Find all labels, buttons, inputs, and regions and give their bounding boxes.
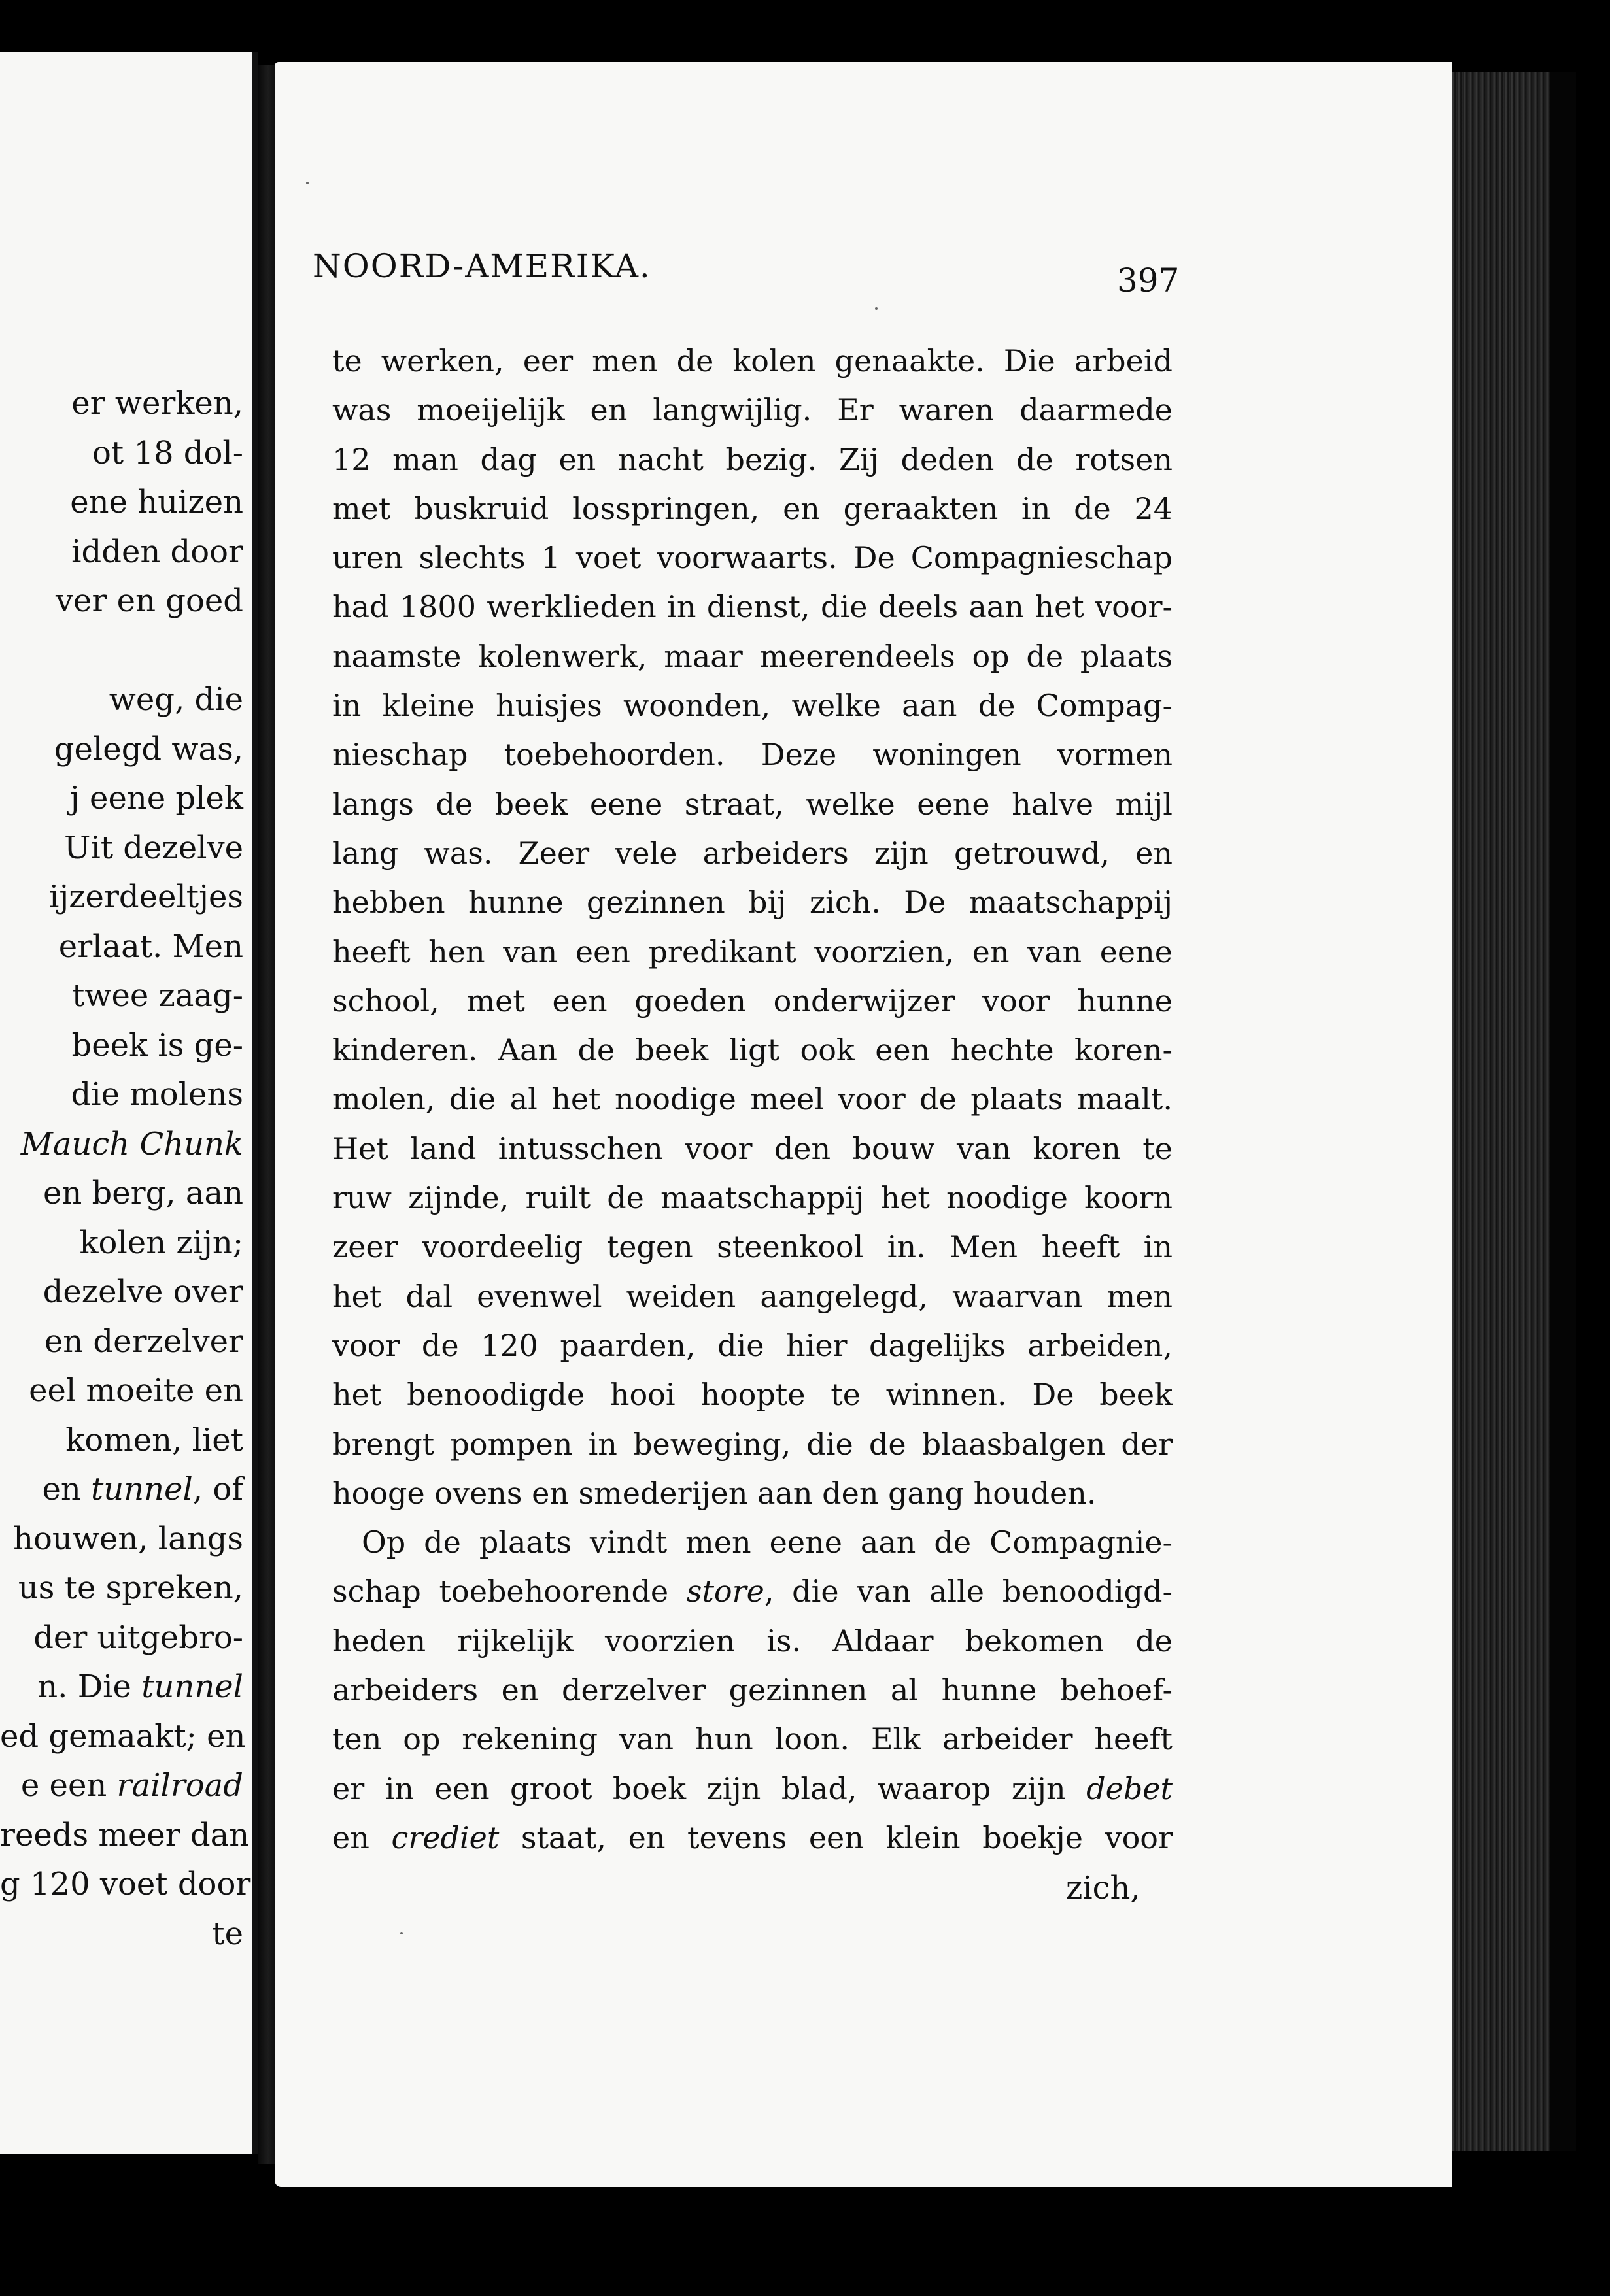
left-line: ot 18 dol-: [92, 434, 243, 471]
text-line: het benoodigde hooi hoopte te winnen. De beek: [332, 1377, 1173, 1413]
italic-word: debet: [1086, 1770, 1173, 1806]
text-line: molen, die al het noodige meel voor de plaats maalt.: [332, 1081, 1173, 1117]
left-line: e een railroad: [20, 1767, 243, 1804]
left-line: weg, die: [109, 681, 243, 718]
left-line: Uit dezelve: [63, 829, 243, 866]
text-line: 12 man dag en nacht bezig. Zij deden de rotsen: [332, 441, 1173, 477]
text-line: schap toebehoorende store, die van alle benoodigd-: [332, 1574, 1173, 1610]
left-page: [0, 52, 258, 2154]
left-line: gelegd was,: [54, 730, 243, 768]
left-line: der uitgebro-: [33, 1619, 243, 1656]
text-line: er in een groot boek zijn blad, waarop zijn debet: [332, 1770, 1173, 1806]
left-line: idden door: [71, 533, 243, 570]
left-line: dezelve over: [43, 1274, 243, 1310]
text-line: in kleine huisjes woonden, welke aan de Compag-: [332, 688, 1173, 724]
page-edges: [1445, 72, 1576, 2151]
text-line: met buskruid losspringen, en geraakten in de 24: [332, 490, 1173, 526]
text-line: te werken, eer men de kolen genaakte. Die arbeid: [332, 343, 1173, 379]
catchword: zich,: [1066, 1870, 1140, 1906]
left-line: ver en goed: [55, 582, 243, 619]
left-catchword: te: [212, 1915, 243, 1952]
italic-word: crediet: [391, 1819, 500, 1855]
italic-word: tunnel: [141, 1668, 243, 1705]
text-line: naamste kolenwerk, maar meerendeels op de plaats: [332, 638, 1173, 674]
text-line: brengt pompen in beweging, die de blaasbalgen der: [332, 1426, 1173, 1462]
text-line: hebben hunne gezinnen bij zich. De maatschappij: [332, 885, 1173, 920]
text-line: ten op rekening van hun loon. Elk arbeider heeft: [332, 1721, 1173, 1757]
text-line: het dal evenwel weiden aangelegd, waarvan men: [332, 1278, 1173, 1314]
text-line: was moeijelijk en langwijlig. Er waren daarmede: [332, 392, 1173, 428]
left-line: en derzelver: [44, 1323, 243, 1360]
left-line: en tunnel, of: [42, 1471, 243, 1508]
text-line: heeft hen van een predikant voorzien, en van eene: [332, 934, 1173, 970]
text-line: ruw zijnde, ruilt de maatschappij het noodige koorn: [332, 1180, 1173, 1216]
left-line: ijzerdeeltjes: [49, 879, 243, 915]
text-line: langs de beek eene straat, welke eene halve mijl: [332, 786, 1173, 822]
left-line-italic-text: Mauch Chunk: [20, 1125, 243, 1162]
left-line-italic: [0, 1120, 243, 1170]
italic-word: tunnel: [91, 1471, 193, 1508]
left-line: erlaat. Men: [58, 928, 243, 965]
left-line: en berg, aan: [43, 1175, 243, 1211]
left-line: j eene plek: [69, 780, 243, 817]
left-line: beek is ge-: [71, 1026, 243, 1064]
left-line: twee zaag-: [72, 977, 243, 1014]
body-text: [332, 337, 1173, 1863]
left-line: reeds meer dan: [0, 1816, 250, 1853]
left-line: er werken,: [71, 385, 243, 422]
text-line: en crediet staat, en tevens een klein boekje voor: [332, 1819, 1173, 1855]
left-line: ene huizen: [70, 484, 243, 520]
paper-speck: [400, 1932, 403, 1934]
left-page-text: [0, 379, 251, 1959]
left-line: houwen, langs: [13, 1520, 243, 1557]
text-line: zeer voordeelig tegen steenkool in. Men heeft in: [332, 1229, 1173, 1265]
left-line: n. Die tunnel: [37, 1668, 243, 1705]
left-line-blank: [0, 626, 243, 676]
text-line: lang was. Zeer vele arbeiders zijn getrouwd, en: [332, 835, 1173, 871]
text-line: nieschap toebehoorden. Deze woningen vormen: [332, 737, 1173, 773]
paragraph-start-line: Op de plaats vindt men eene aan de Compagnie-: [362, 1525, 1173, 1561]
left-line: kolen zijn;: [79, 1224, 243, 1261]
text-line: voor de 120 paarden, die hier dagelijks arbeiden,: [332, 1327, 1173, 1363]
italic-word: store: [686, 1574, 764, 1610]
left-line: komen, liet: [65, 1421, 243, 1459]
text-line: arbeiders en derzelver gezinnen al hunne behoef-: [332, 1672, 1173, 1708]
text-line: kinderen. Aan de beek ligt ook een hechte koren-: [332, 1032, 1173, 1068]
left-line: g 120 voet door: [0, 1866, 251, 1902]
text-line: heden rijkelijk voorzien is. Aldaar bekomen de: [332, 1623, 1173, 1659]
running-header: NOORD-AMERIKA.: [313, 247, 651, 285]
paper-speck: [875, 307, 878, 310]
paper-speck: [306, 182, 309, 184]
text-line: Het land intusschen voor den bouw van koren te: [332, 1130, 1173, 1166]
page-number: 397: [1117, 262, 1180, 299]
left-line: eel moeite en: [29, 1372, 243, 1409]
left-line: us te spreken,: [18, 1570, 243, 1606]
italic-word: railroad: [116, 1767, 243, 1804]
text-line: hooge ovens en smederijen aan den gang houden.: [332, 1475, 1097, 1511]
text-line: uren slechts 1 voet voorwaarts. De Compagnieschap: [332, 540, 1173, 576]
text-line: had 1800 werklieden in dienst, die deels aan het voor-: [332, 589, 1173, 625]
left-line: die molens: [71, 1076, 243, 1113]
left-line: ed gemaakt; en: [0, 1717, 246, 1755]
text-line: school, met een goeden onderwijzer voor hunne: [332, 983, 1173, 1019]
